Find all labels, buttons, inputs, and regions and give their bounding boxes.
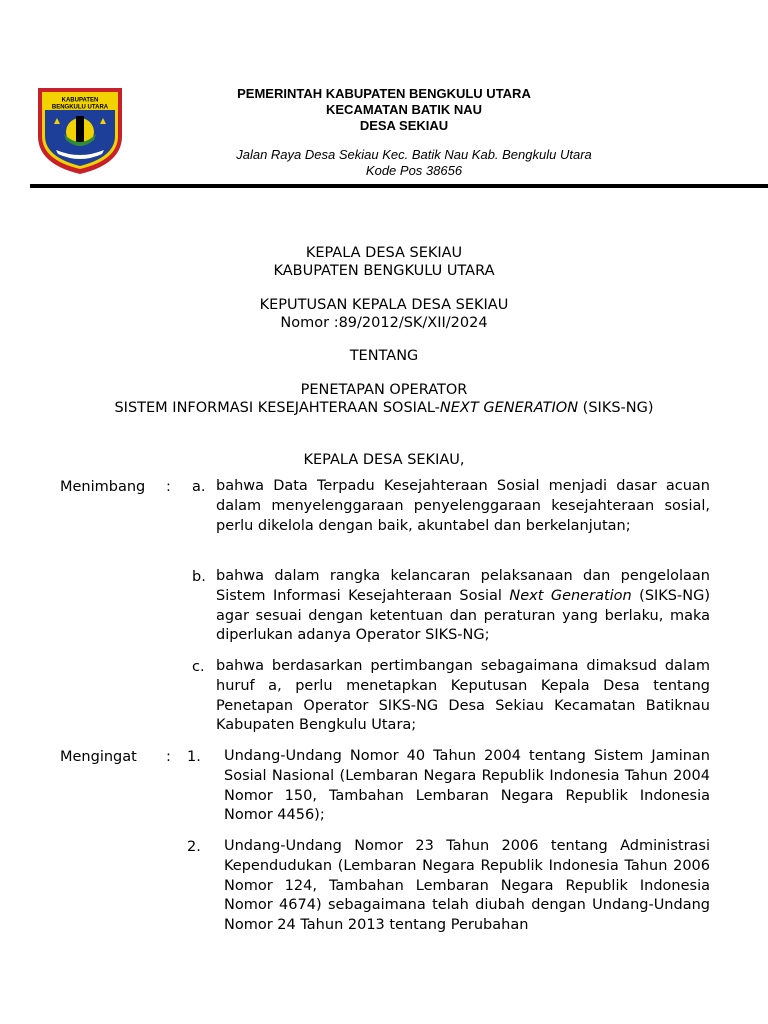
menimbang-label: Menimbang: [60, 479, 146, 495]
mengingat-2-marker: 2.: [187, 839, 201, 855]
menimbang-b-text: bahwa dalam rangka kelancaran pelaksanaan dan pengelolaan Sistem Informasi Kesejahteraan Sosial Next Generation (SIKS-NG) agar sesuai dengan ketentuan dan peraturan yang berlaku, maka diperlukan adanya Operator SIKS-NG;: [216, 568, 710, 644]
heading-village-head-comma: KEPALA DESA SEKIAU,: [303, 452, 465, 468]
mengingat-1-marker: 1.: [187, 749, 201, 765]
letterhead-line-3: DESA SEKIAU: [359, 118, 449, 133]
mengingat-colon: :: [166, 749, 171, 765]
heading-tentang: TENTANG: [349, 348, 419, 364]
menimbang-c-marker: c.: [192, 659, 205, 675]
logo-text-bottom: BENGKULU UTARA: [51, 104, 109, 111]
heading-regency: KABUPATEN BENGKULU UTARA: [273, 263, 495, 279]
letterhead-address: Jalan Raya Desa Sekiau Kec. Batik Nau Kab. Bengkulu Utara: [236, 147, 592, 162]
heading-village-head: KEPALA DESA SEKIAU: [305, 245, 463, 261]
letterhead-line-2: KECAMATAN BATIK NAU: [326, 102, 482, 117]
mengingat-2-text: Undang-Undang Nomor 23 Tahun 2006 tentang Administrasi Kependudukan (Lembaran Negara Republik Indonesia Tahun 2006 Nomor 124, Tambahan Lembaran Negara Republik Indonesia Nomor 4674) sebagaimana telah diubah dengan Undang-Undang Nomor 24 Tahun 2013 tentang Perubahan: [224, 838, 710, 934]
heading-subject-2: SISTEM INFORMASI KESEJAHTERAAN SOSIAL-NEXT GENERATION (SIKS-NG): [114, 400, 654, 416]
menimbang-a-marker: a.: [192, 479, 206, 495]
heading-decree-number: Nomor :89/2012/SK/XII/2024: [280, 315, 488, 331]
menimbang-a-text: bahwa Data Terpadu Kesejahteraan Sosial menjadi dasar acuan dalam menyelenggaraan penyelenggaraan kesejahteraan sosial, perlu dikelola dengan baik, akuntabel dan berkelanjutan;: [216, 478, 710, 534]
heading-decree-title: KEPUTUSAN KEPALA DESA SEKIAU: [259, 297, 509, 313]
heading-subject-1: PENETAPAN OPERATOR: [300, 382, 468, 398]
menimbang-colon: :: [166, 479, 171, 495]
mengingat-1-text: Undang-Undang Nomor 40 Tahun 2004 tentang Sistem Jaminan Sosial Nasional (Lembaran Negara Republik Indonesia Tahun 2004 Nomor 150, Tambahan Lembaran Negara Republik Indonesia Nomor 4456);: [224, 748, 710, 824]
letterhead-divider: [30, 184, 768, 188]
letterhead-line-1: PEMERINTAH KABUPATEN BENGKULU UTARA: [237, 86, 531, 101]
letterhead-postal-code: Kode Pos 38656: [365, 163, 463, 178]
menimbang-c-text: bahwa berdasarkan pertimbangan sebagaimana dimaksud dalam huruf a, perlu menetapkan Keputusan Kepala Desa tentang Penetapan Operator SIKS-NG Desa Sekiau Kecamatan Batiknau Kabupaten Bengkulu Utara;: [216, 658, 710, 734]
logo-text-top: KABUPATEN: [61, 97, 99, 104]
mengingat-label: Mengingat: [60, 749, 137, 765]
menimbang-b-marker: b.: [192, 569, 206, 585]
